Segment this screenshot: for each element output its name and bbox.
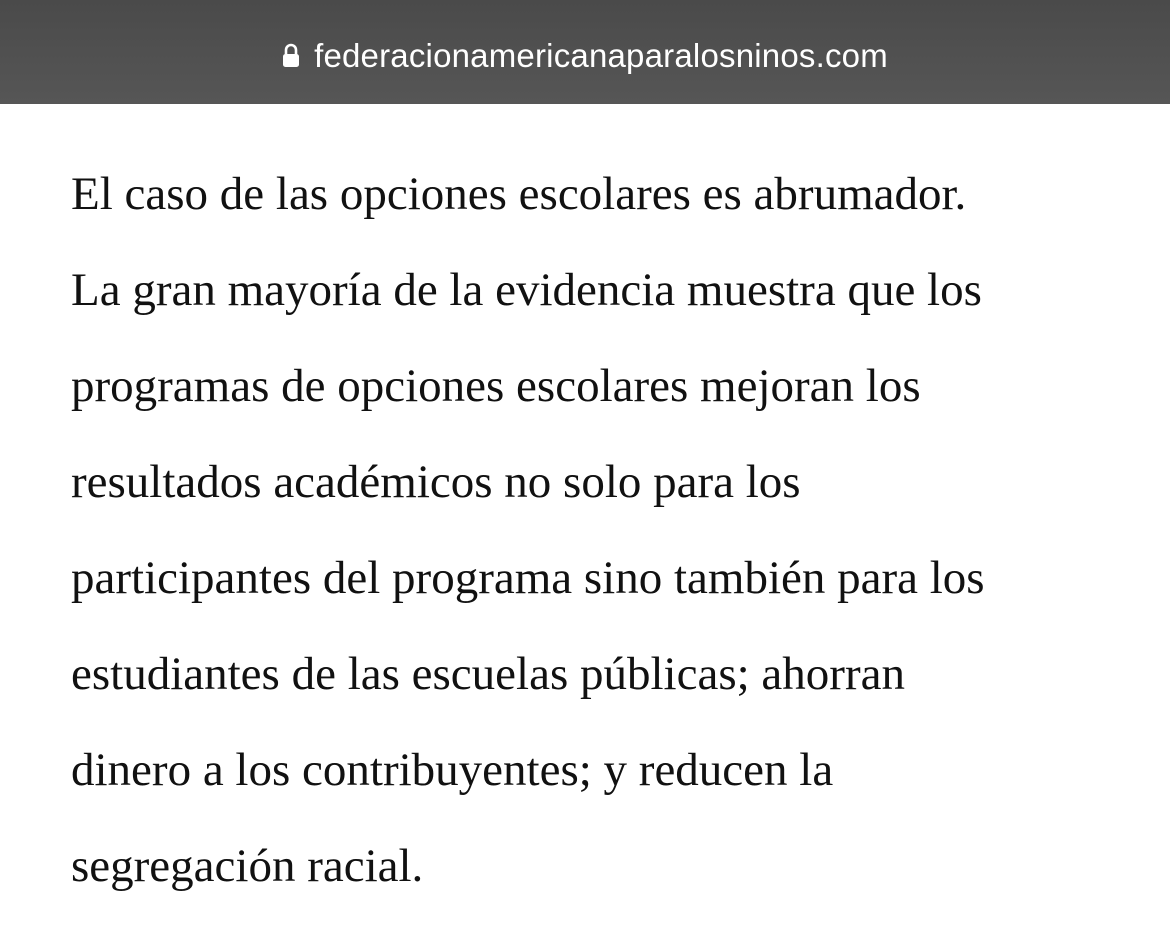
browser-address-bar[interactable] — [0, 0, 1170, 104]
article-body — [71, 146, 1131, 914]
paragraph-line: resultados académicos no solo para los — [71, 456, 801, 508]
url-container[interactable] — [282, 37, 888, 75]
paragraph-line: programas de opciones escolares mejoran los — [71, 360, 921, 412]
article-paragraph — [71, 146, 1131, 914]
url-text[interactable]: federacionamericanaparalosninos.com — [314, 37, 888, 74]
paragraph-line: segregación racial. — [71, 840, 424, 892]
paragraph-line: La gran mayoría de la evidencia muestra que los — [71, 264, 982, 316]
lock-icon — [282, 43, 300, 69]
paragraph-line: El caso de las opciones escolares es abrumador. — [71, 168, 967, 220]
paragraph-line: estudiantes de las escuelas públicas; ahorran — [71, 648, 905, 700]
paragraph-line: participantes del programa sino también para los — [71, 552, 985, 604]
paragraph-line: dinero a los contribuyentes; y reducen la — [71, 744, 834, 796]
